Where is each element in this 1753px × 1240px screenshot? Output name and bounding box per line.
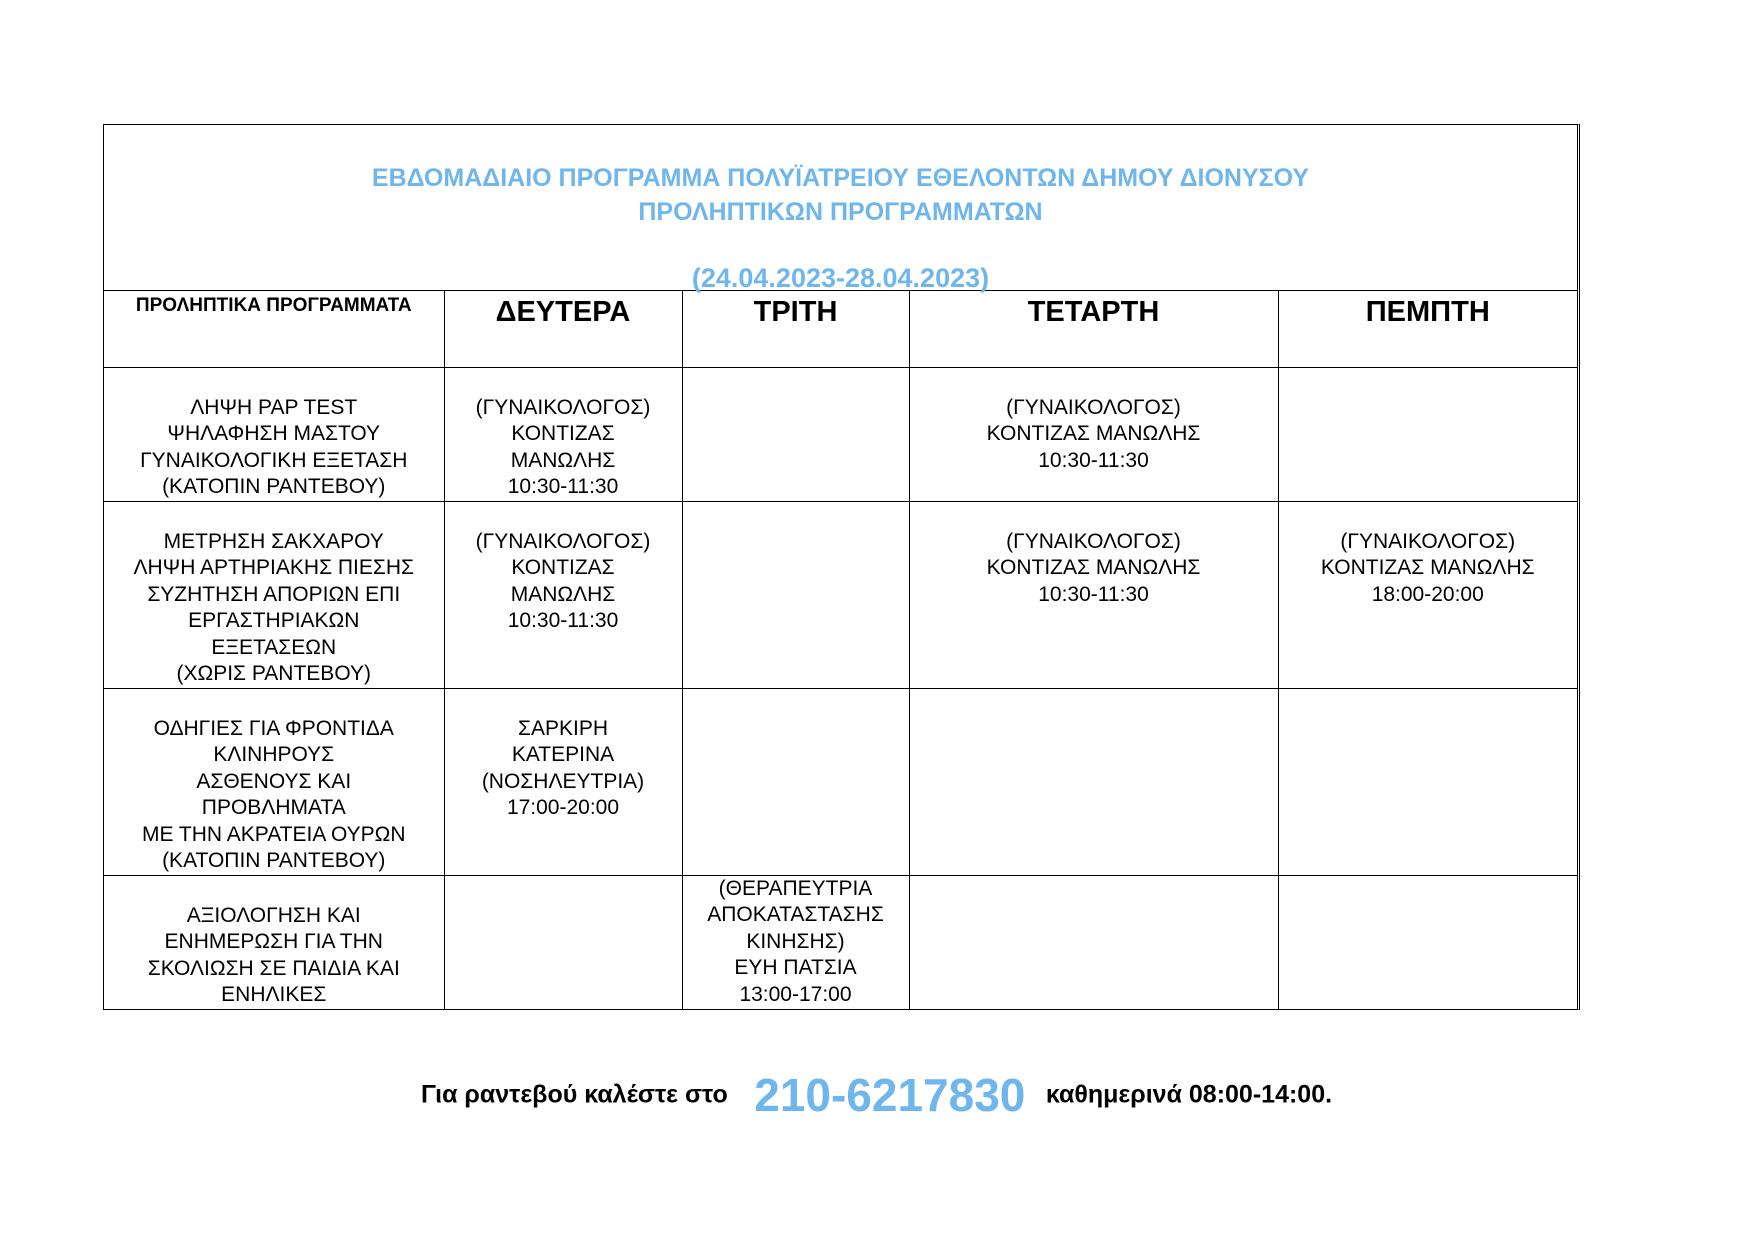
header-monday: ΔΕΥΤΕΡΑ <box>444 291 682 367</box>
monday-cell <box>444 875 682 1009</box>
table-header-row <box>104 291 1577 367</box>
monday-cell: (ΓΥΝΑΙΚΟΛΟΓΟΣ) ΚΟΝΤΙΖΑΣ ΜΑΝΩΛΗΣ 10:30-11:30 <box>444 367 682 501</box>
tuesday-cell <box>682 367 909 501</box>
appointment-footer <box>0 1068 1753 1122</box>
program-cell: ΜΕΤΡΗΣΗ ΣΑΚΧΑΡΟΥ ΛΗΨΗ ΑΡΤΗΡΙΑΚΗΣ ΠΙΕΣΗΣ ΣΥΖΗΤΗΣΗ ΑΠΟΡΙΩΝ ΕΠΙ ΕΡΓΑΣΤΗΡΙΑΚΩΝ ΕΞΕΤΑΣΕΩΝ (ΧΩΡΙΣ ΡΑΝΤΕΒΟΥ) <box>104 501 444 688</box>
footer-text-after: καθημερινά 08:00-14:00. <box>1045 1080 1333 1109</box>
monday-cell: ΣΑΡΚΙΡΗ ΚΑΤΕΡΙΝΑ (ΝΟΣΗΛΕΥΤΡΙΑ) 17:00-20:00 <box>444 688 682 875</box>
header-wednesday: ΤΕΤΑΡΤΗ <box>909 291 1278 367</box>
wednesday-cell: (ΓΥΝΑΙΚΟΛΟΓΟΣ) ΚΟΝΤΙΖΑΣ ΜΑΝΩΛΗΣ 10:30-11:30 <box>909 501 1278 688</box>
wednesday-cell: (ΓΥΝΑΙΚΟΛΟΓΟΣ) ΚΟΝΤΙΖΑΣ ΜΑΝΩΛΗΣ 10:30-11:30 <box>909 367 1278 501</box>
footer-phone-number: 210-6217830 <box>754 1069 1026 1121</box>
table-row <box>104 875 1577 1009</box>
wednesday-cell <box>909 688 1278 875</box>
schedule-table-frame <box>103 124 1580 1010</box>
program-cell: ΑΞΙΟΛΟΓΗΣΗ ΚΑΙ ΕΝΗΜΕΡΩΣΗ ΓΙΑ ΤΗΝ ΣΚΟΛΙΩΣΗ ΣΕ ΠΑΙΔΙΑ ΚΑΙ ΕΝΗΛΙΚΕΣ <box>104 875 444 1009</box>
table-row <box>104 688 1577 875</box>
table-row <box>104 501 1577 688</box>
title-dates: (24.04.2023-28.04.2023) <box>691 263 990 293</box>
header-tuesday: ΤΡΙΤΗ <box>682 291 909 367</box>
monday-cell: (ΓΥΝΑΙΚΟΛΟΓΟΣ) ΚΟΝΤΙΖΑΣ ΜΑΝΩΛΗΣ 10:30-11:30 <box>444 501 682 688</box>
thursday-cell <box>1278 367 1577 501</box>
thursday-cell <box>1278 875 1577 1009</box>
title-line-2: ΠΡΟΛΗΠΤΙΚΩΝ ΠΡΟΓΡΑΜΜΑΤΩΝ <box>638 198 1043 226</box>
wednesday-cell <box>909 875 1278 1009</box>
header-programs: ΠΡΟΛΗΠΤΙΚΑ ΠΡΟΓΡΑΜΜΑΤΑ <box>104 291 444 367</box>
tuesday-cell <box>682 688 909 875</box>
footer-text-before: Για ραντεβού καλέστε στο <box>420 1080 728 1109</box>
tuesday-cell: (ΘΕΡΑΠΕΥΤΡΙΑ ΑΠΟΚΑΤΑΣΤΑΣΗΣ ΚΙΝΗΣΗΣ) ΕΥΗ ΠΑΤΣΙΑ 13:00-17:00 <box>682 875 909 1009</box>
schedule-title-box <box>104 125 1577 291</box>
header-thursday: ΠΕΜΠΤΗ <box>1278 291 1577 367</box>
title-line-1: ΕΒΔΟΜΑΔΙΑΙΟ ΠΡΟΓΡΑΜΜΑ ΠΟΛΥΪΑΤΡΕΙΟΥ ΕΘΕΛΟΝΤΩΝ ΔΗΜΟΥ ΔΙΟΝΥΣΟΥ <box>371 164 1310 192</box>
schedule-table <box>104 291 1577 1009</box>
thursday-cell <box>1278 688 1577 875</box>
program-cell: ΛΗΨΗ PAP TEST ΨΗΛΑΦΗΣΗ ΜΑΣΤΟΥ ΓΥΝΑΙΚΟΛΟΓΙΚΗ ΕΞΕΤΑΣΗ (ΚΑΤΟΠΙΝ ΡΑΝΤΕΒΟΥ) <box>104 367 444 501</box>
table-row <box>104 367 1577 501</box>
thursday-cell: (ΓΥΝΑΙΚΟΛΟΓΟΣ) ΚΟΝΤΙΖΑΣ ΜΑΝΩΛΗΣ 18:00-20:00 <box>1278 501 1577 688</box>
tuesday-cell <box>682 501 909 688</box>
program-cell: ΟΔΗΓΙΕΣ ΓΙΑ ΦΡΟΝΤΙΔΑ ΚΛΙΝΗΡΟΥΣ ΑΣΘΕΝΟΥΣ ΚΑΙ ΠΡΟΒΛΗΜΑΤΑ ΜΕ ΤΗΝ ΑΚΡΑΤΕΙΑ ΟΥΡΩΝ (ΚΑΤΟΠΙΝ ΡΑΝΤΕΒΟΥ) <box>104 688 444 875</box>
